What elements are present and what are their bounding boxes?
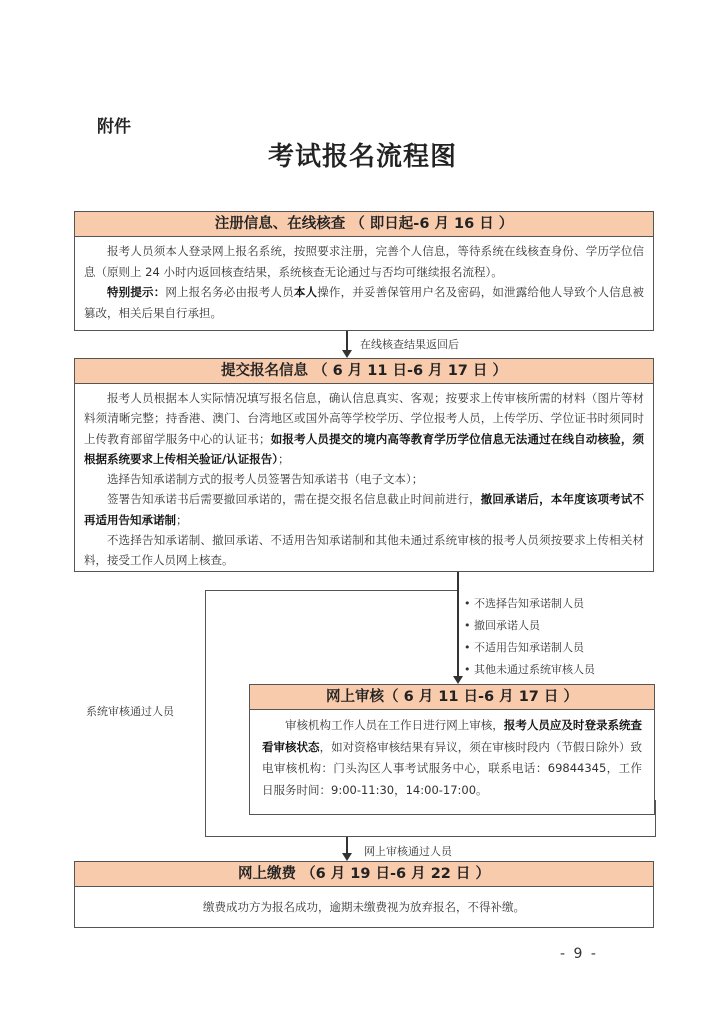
bypass-line-right [655, 800, 656, 837]
step-payment-box [74, 861, 654, 928]
step-submit-para1-a: 报考人员根据本人实际情况填写报名信息，确认信息真实、客观；按要求上传审核所需的材料（图片等材料须清晰完整；持香港、澳门、台湾地区或国外高等学校学历、学位报考人员，上传学历、学位证书时须同时上传教育部留学服务中心的认证书； [84, 391, 644, 446]
step-submit-para1-bold: 如报考人员提交的境内高等教育学历学位信息无法通过在线自动核验，须根据系统要求上传相关验证/认证报告） [84, 431, 645, 466]
special-note-text-a: 网上报名务必由报考人员 [165, 285, 294, 299]
bypass-label: 系统审核通过人员 [86, 705, 174, 718]
step-submit-para4: 不选择告知承诺制、撤回承诺、不适用告知承诺制和其他未通过系统审核的报考人员须按要求上传相关材料，接受工作人员网上核查。 [84, 533, 644, 568]
step-submit-para3-bold: 撤回承诺后，本年度该项考试不再适用告知承诺制 [84, 492, 644, 527]
arrowhead-3 [342, 853, 352, 861]
step-review-para-b: ，如对资格审核结果有异议，须在审核时段内（节假日除外）致电审核机构：门头沟区人事考试服务中心，联系电话：69844345，工作日服务时间：9:00-11:30，14:00-17:00。 [262, 739, 642, 797]
arrow-step1-to-step2 [346, 331, 348, 352]
step-submit-body [75, 384, 653, 573]
step-review-para [262, 715, 642, 801]
arrowhead-1 [342, 350, 352, 358]
step-review-para-a: 审核机构工作人员在工作日进行网上审核， [285, 718, 504, 732]
page-title: 考试报名流程图 [267, 142, 457, 172]
step-submit-para3-end: ； [176, 512, 188, 527]
special-note-self: 本人 [293, 285, 318, 299]
step-submit-para3 [84, 489, 644, 530]
step-register-heading: 注册信息、在线核查 （ 即日起-6 月 16 日 ） [75, 212, 653, 237]
special-note-text-b: 操作，并妥善保管用户名及密码，如泄露给他人导致个人信息被篡改，相关后果自行承担。 [84, 285, 645, 320]
step-review-para-bold: 报考人员应及时登录系统查看审核状态 [262, 718, 643, 754]
arrow1-label: 在线核查结果返回后 [360, 338, 459, 351]
step-submit-para1-end: ； [277, 451, 290, 466]
step-register-para1: 报考人员须本人登录网上报名系统，按照要求注册，完善个人信息，等待系统在线核查身份、学历学位信息（原则上 24 小时内返回核查结果，系统核查无论通过与否均可继续报名流程）。 [84, 244, 644, 279]
step-review-heading: 网上审核（ 6 月 11 日-6 月 17 日 ） [250, 685, 654, 710]
step-payment-para: 缴费成功方为报名成功，逾期未缴费视为放弃报名，不得补缴。 [203, 900, 525, 914]
arrow3-label: 网上审核通过人员 [364, 845, 452, 858]
special-note-label: 特别提示： [107, 285, 166, 299]
step-register-box [74, 211, 654, 331]
review-list-item: • 不适用告知承诺制人员 [464, 641, 584, 654]
step-submit-para3-a: 签署告知承诺书后需要撤回承诺的，需在提交报名信息截止时间前进行， [107, 492, 481, 507]
step-submit-heading: 提交报名信息 （ 6 月 11 日-6 月 17 日 ） [75, 359, 653, 384]
step-submit-para2: 选择告知承诺制方式的报考人员签署告知承诺书（电子文本）； [107, 472, 424, 487]
arrow-step2-to-step3 [457, 572, 459, 678]
bypass-line-left [205, 590, 206, 837]
step-register-para2 [84, 282, 644, 323]
step-review-body [250, 710, 654, 803]
attachment-label: 附件 [97, 117, 131, 137]
review-list [464, 593, 595, 681]
review-list-item: • 不选择告知承诺制人员 [464, 597, 584, 610]
step-payment-heading: 网上缴费 （6 月 19 日-6 月 22 日 ） [75, 862, 653, 887]
step-review-box [249, 684, 655, 815]
review-list-item: • 撤回承诺人员 [464, 619, 540, 632]
step-payment-body [75, 887, 653, 920]
bypass-line-bottom [205, 836, 656, 837]
step-register-body [75, 237, 653, 325]
arrowhead-2 [453, 676, 463, 684]
page-number: - 9 - [560, 946, 598, 962]
step-submit-para1 [84, 388, 644, 469]
review-list-item: • 其他未通过系统审核人员 [464, 663, 595, 676]
bypass-line-top [205, 590, 457, 591]
step-submit-box [74, 358, 654, 572]
